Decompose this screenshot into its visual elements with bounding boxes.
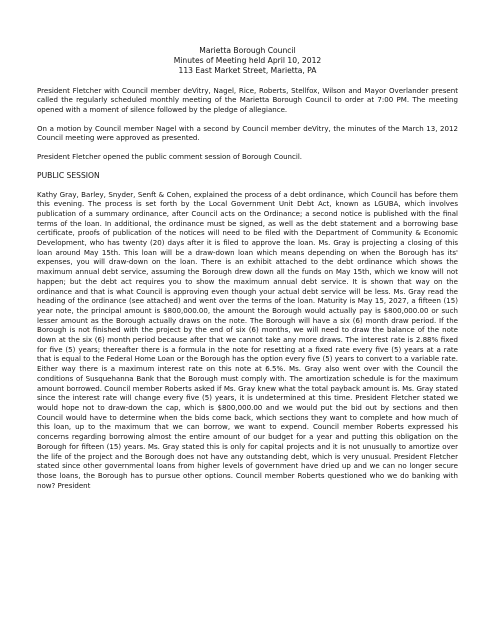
section-body: Kathy Gray, Barley, Snyder, Senft & Cohen, explained the process of a debt ordinance, which Council has before them this evening. The process is set forth by the Local Government Unit Debt Act, known as LGUBA, which involves publication of a summary ordinance, after Council acts on the Ordinance; a second notice is published with the final terms of the loan. In additional, the ordinance must be signed, as well as the debt statement and a borrowing base certificate, proofs of publication of the notices will need to be filed with the Department of Community & Economic Development, who has twenty (20) days after it is filed to approve the loan. Ms. Gray is projecting a closing of this loan around May 15th. This loan will be a draw-down loan which means depending on when the Borough has its' expenses, you will draw-down on the loan. There is an exhibit attached to the debt ordinance which shows the maximum annual debt service, assuming the Borough drew down all the funds on May 15th, which we know will not happen; but the debt act requires you to show the maximum annual debt service. It is shown that way on the ordinance and that is what Council is approving even though your actual debt service will be less. Ms. Gray read the heading of the ordinance (see attached) and went over the terms of the loan. Maturity is May 15, 2027, a fifteen (15) year note, the principal amount is $800,000.00, the amount the Borough would actually pay is $800,000.00 or such lesser amount as the Borough actually draws on the note. The Borough will have a six (6) month draw period. If the Borough is not finished with the project by the end of six (6) months, we will need to draw the balance of the note down at the six (6) month period because after that we cannot take any more draws. The interest rate is 2.88% fixed for five (5) years; thereafter there is a formula in the note for resetting at a fixed rate every five (5) years at a rate that is equal to the Federal Home Loan or the Borough has the option every five (5) years to convert to a variable rate. Either way there is a maximum interest rate on this note at 6.5%. Ms. Gray also went over with the Council the conditions of Susquehanna Bank that the Borough must comply with. The amortization schedule is for the maximum amount borrowed. Council member Roberts asked if Ms. Gray knew what the total payback amount is. Ms. Gray stated since the interest rate will change every five (5) years, it is undetermined at this time. President Fletcher stated we would hope not to draw-down the cap, which is $800,000.00 and we would put the bid out by sections and then Council would have to determine when the bids come back, which sections they want to complete and how much of this loan, up to the maximum that we can borrow, we want to expend. Council member Roberts expressed his concerns regarding borrowing almost the entire amount of our budget for a year and putting this obligation on the Borough for fifteen (15) years. Ms. Gray stated this is only for capital projects and it is not unusually to amortize over the life of the project and the Borough does not have any outstanding debt, which is very unusual. President Fletcher stated since other governmental loans from higher levels of government have dried up and we can no longer secure those loans, the Borough has to pursue other options. Council member Roberts questioned who we do banking with now? President (37, 189, 458, 490)
document-title: Marietta Borough Council (199, 46, 296, 55)
document-address: 113 East Market Street, Marietta, PA (178, 66, 317, 76)
paragraph-attendance: President Fletcher with Council member deVitry, Nagel, Rice, Roberts, Stellfox, Wilson and Mayor Overlander present called the regularly scheduled monthly meeting of the Marietta Borough Council to order at 7:00 PM. The meeting opened with a moment of silence followed by the pledge of allegiance. (37, 85, 458, 115)
paragraph-public-comment: President Fletcher opened the public comment session of Borough Council. (37, 152, 303, 162)
paragraph-minutes-approval: On a motion by Council member Nagel with a second by Council member deVitry, the minutes of the March 13, 2012 Council meeting were approved as presented. (37, 123, 458, 143)
section-heading: PUBLIC SESSION (37, 170, 100, 180)
document-subtitle: Minutes of Meeting held April 10, 2012 (173, 56, 322, 66)
document-header (37, 46, 458, 77)
